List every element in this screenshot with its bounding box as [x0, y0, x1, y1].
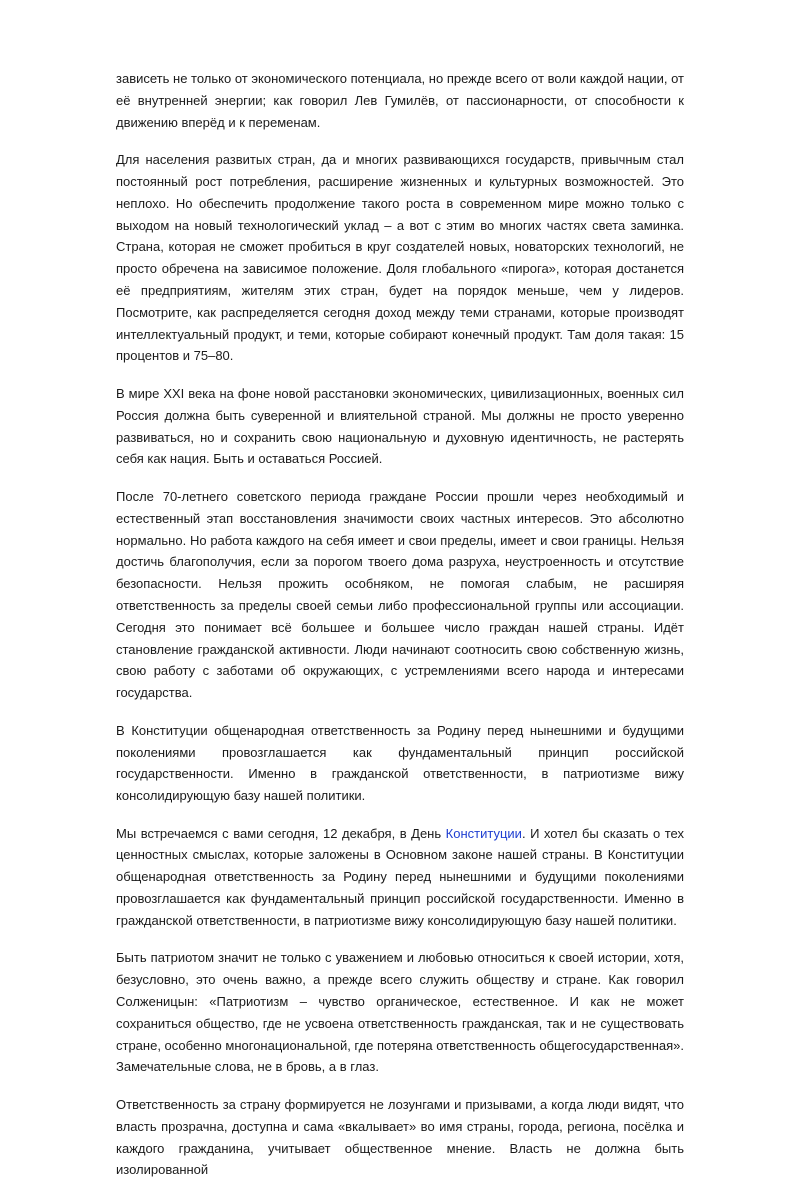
paragraph-6-text-before: Мы встречаемся с вами сегодня, 12 декабря, в День: [116, 825, 446, 841]
paragraph-2: Для населения развитых стран, да и многих развивающихся государств, привычным стал постоянный рост потребления, расширение жизненных и культурных возможностей. Это неплохо. Но обеспечить продолжение такого роста в современном мире можно только с выходом на новый технологический уклад – а вот с этим во многих частях света заминка. Страна, которая не сможет пробиться в круг создателей новых, новаторских технологий, не просто обречена на зависимое положение. Доля глобального «пирога», которая достанется её предприятиям, жителям этих стран, будет на порядок меньше, чем у лидеров. Посмотрите, как распределяется сегодня доход между теми странами, которые производят интеллектуальный продукт, и теми, которые собирают конечный продукт. Там доля такая: 15 процентов и 75–80.: [116, 152, 684, 364]
paragraph-1: зависеть не только от экономического потенциала, но прежде всего от воли каждой нации, от её внутренней энергии; как говорил Лев Гумилёв, от пассионарности, от способности к движению вперёд и к переменам.: [116, 71, 684, 130]
paragraph-8: Ответственность за страну формируется не лозунгами и призывами, а когда люди видят, что власть прозрачна, доступна и сама «вкалывает» во имя страны, города, региона, посёлка и каждого гражданина, учитывает общественное мнение. Власть не должна быть изолированной: [116, 1097, 684, 1178]
paragraph-3: В мире XXI века на фоне новой расстановки экономических, цивилизационных, военных сил Россия должна быть суверенной и влиятельной страной. Мы должны не просто уверенно развиваться, но и сохранить свою национальную и духовную идентичность, не растерять себя как нация. Быть и оставаться Россией.: [116, 385, 684, 467]
paragraph-6-text-after: . И хотел бы сказать о тех ценностных смыслах, которые заложены в Основном законе нашей страны. В Конституции общенародная ответственность за Родину перед нынешними и будущими поколениями провозглашается как фундаментальный принцип российской государственности. Именно в гражданской ответственности, в патриотизме вижу консолидирующую базу нашей политики.: [116, 825, 685, 928]
paragraph-7: Быть патриотом значит не только с уважением и любовью относиться к своей истории, хотя, безусловно, это очень важно, а прежде всего служить обществу и стране. Как говорил Солженицын: «Патриотизм – чувство органическое, естественное. И как не может сохраниться общество, где не усвоена ответственность гражданская, так и не существовать стране, особенно многонациональной, где потеряна ответственность общегосударственная». Замечательные слова, не в бровь, а в глаз.: [116, 950, 684, 1075]
paragraph-6: [116, 823, 684, 932]
constitution-link[interactable]: Конституции: [445, 825, 522, 841]
paragraph-5: В Конституции общенародная ответственность за Родину перед нынешними и будущими поколениями провозглашается как фундаментальный принцип российской государственности. Именно в гражданской ответственности, в патриотизме вижу консолидирующую базу нашей политики.: [116, 722, 684, 804]
document-page: [116, 68, 684, 1197]
paragraph-4: После 70-летнего советского периода граждане России прошли через необходимый и естественный этап восстановления значимости своих частных интересов. Это абсолютно нормально. Но работа каждого на себя имеет и свои пределы, имеет и свои границы. Нельзя достичь благополучия, если за порогом твоего дома разруха, неустроенность и отсутствие безопасности. Нельзя прожить особняком, не помогая слабым, не расширяя ответственность за пределы своей семьи либо профессиональной группы или ассоциации. Сегодня это понимает всё большее и большее число граждан нашей страны. Идёт становление гражданской активности. Люди начинают соотносить свою собственную жизнь, свою работу с заботами об окружающих, с устремлениями всего народа и интересами государства.: [116, 488, 684, 701]
